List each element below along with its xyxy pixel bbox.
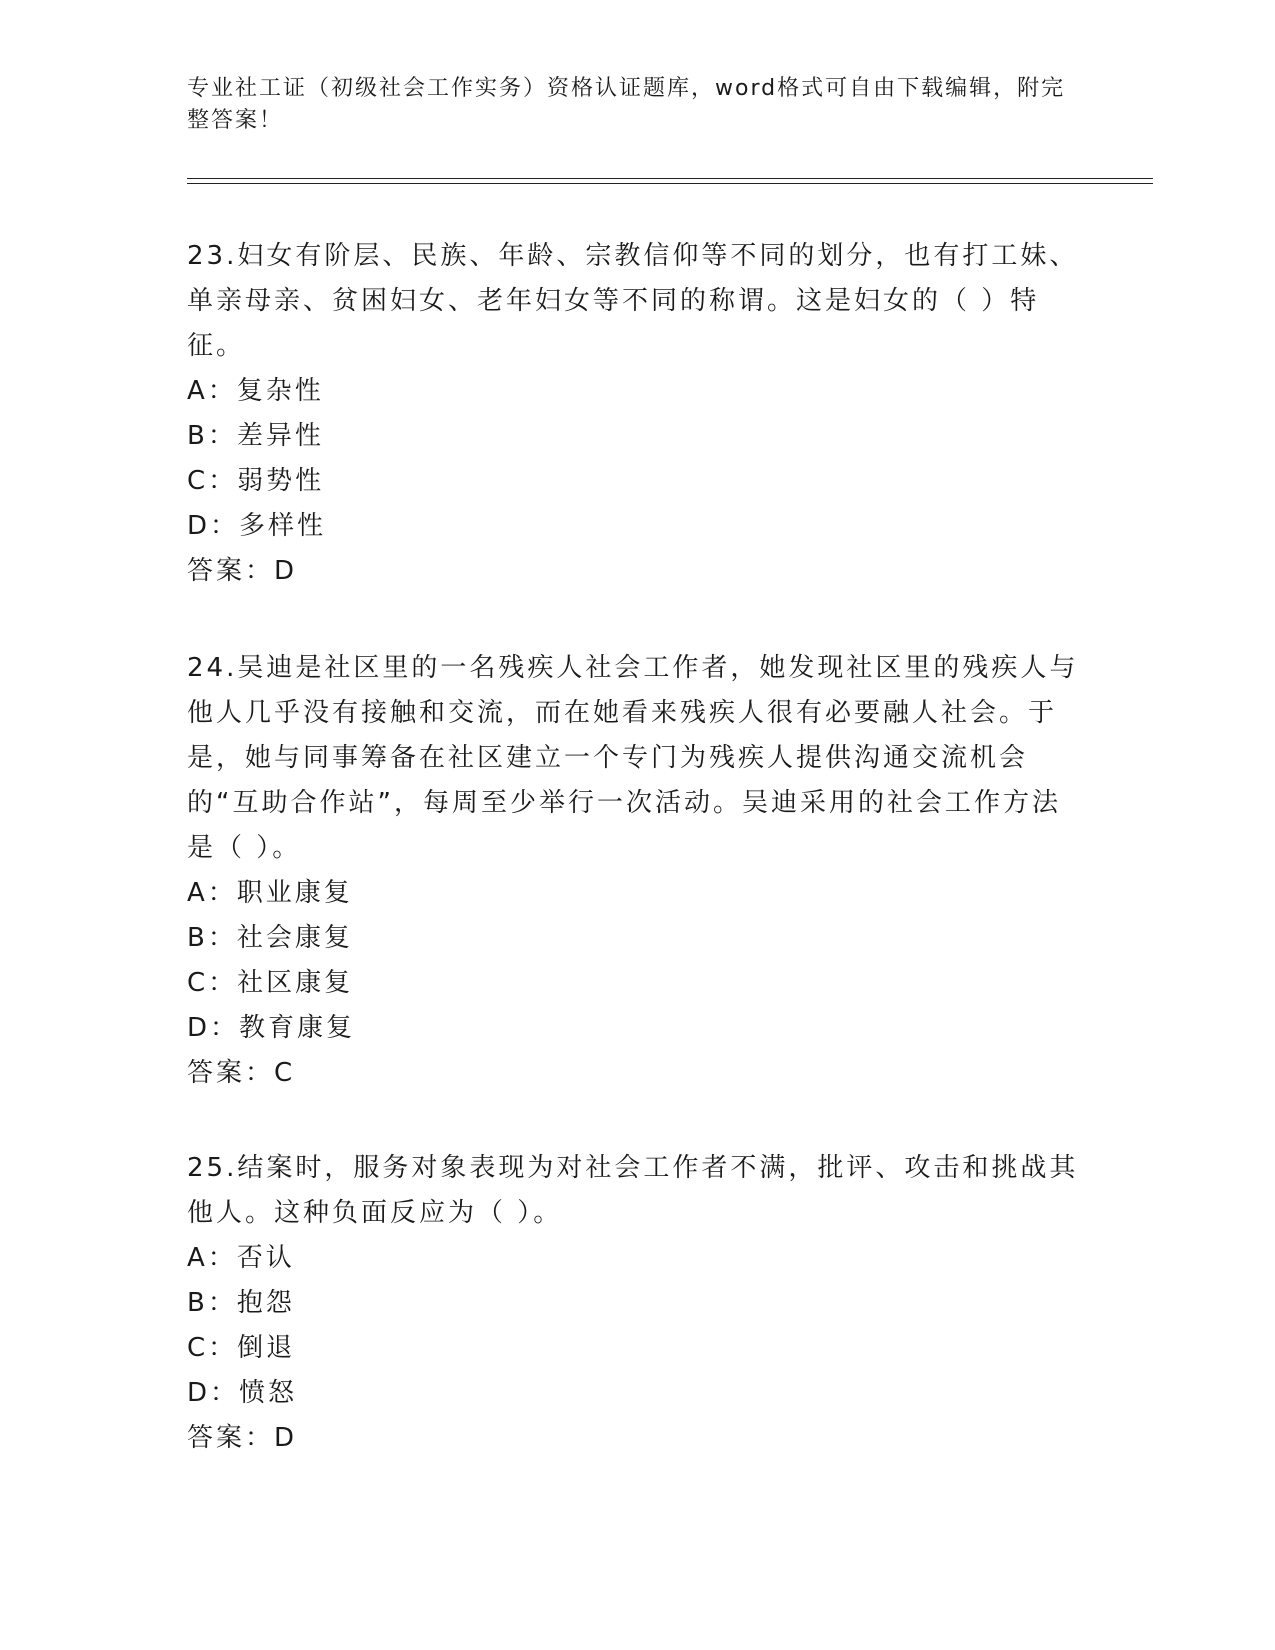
- option-d: D：愤怒: [187, 1378, 298, 1408]
- option-a: A：复杂性: [187, 376, 324, 406]
- option-b: B：抱怨: [187, 1288, 295, 1318]
- option-a: A：否认: [187, 1243, 295, 1273]
- option-d: D：多样性: [187, 511, 327, 541]
- question-stem: 23.妇女有阶层、民族、年龄、宗教信仰等不同的划分，也有打工妹、单亲母亲、贫困妇女、老年妇女等不同的称谓。这是妇女的（ ）特征。: [187, 241, 1079, 361]
- header-divider-bottom: [187, 183, 1153, 184]
- answer: 答案：C: [187, 1058, 296, 1088]
- option-c: C：弱势性: [187, 466, 325, 496]
- header-divider-top: [187, 178, 1153, 179]
- option-a: A：职业康复: [187, 878, 353, 908]
- option-b: B：差异性: [187, 421, 324, 451]
- question-24: [187, 646, 1087, 1096]
- question-stem: 25.结案时，服务对象表现为对社会工作者不满，批评、攻击和挑战其他人。这种负面反应为（ ）。: [187, 1153, 1079, 1228]
- question-25: [187, 1146, 1087, 1461]
- answer: 答案：D: [187, 1423, 298, 1453]
- option-b: B：社会康复: [187, 923, 353, 953]
- document-header: 专业社工证（初级社会工作实务）资格认证题库，word格式可自由下载编辑，附完整答案！: [187, 76, 1066, 133]
- option-d: D：教育康复: [187, 1013, 356, 1043]
- question-stem: 24.吴迪是社区里的一名残疾人社会工作者，她发现社区里的残疾人与他人几乎没有接触和交流，而在她看来残疾人很有必要融人社会。于是，她与同事筹备在社区建立一个专门为残疾人提供沟通交流机会的“互助合作站”，每周至少举行一次活动。吴迪采用的社会工作方法是（ ）。: [187, 653, 1079, 863]
- option-c: C：社区康复: [187, 968, 354, 998]
- option-c: C：倒退: [187, 1333, 296, 1363]
- question-23: [187, 234, 1087, 594]
- answer: 答案：D: [187, 556, 298, 586]
